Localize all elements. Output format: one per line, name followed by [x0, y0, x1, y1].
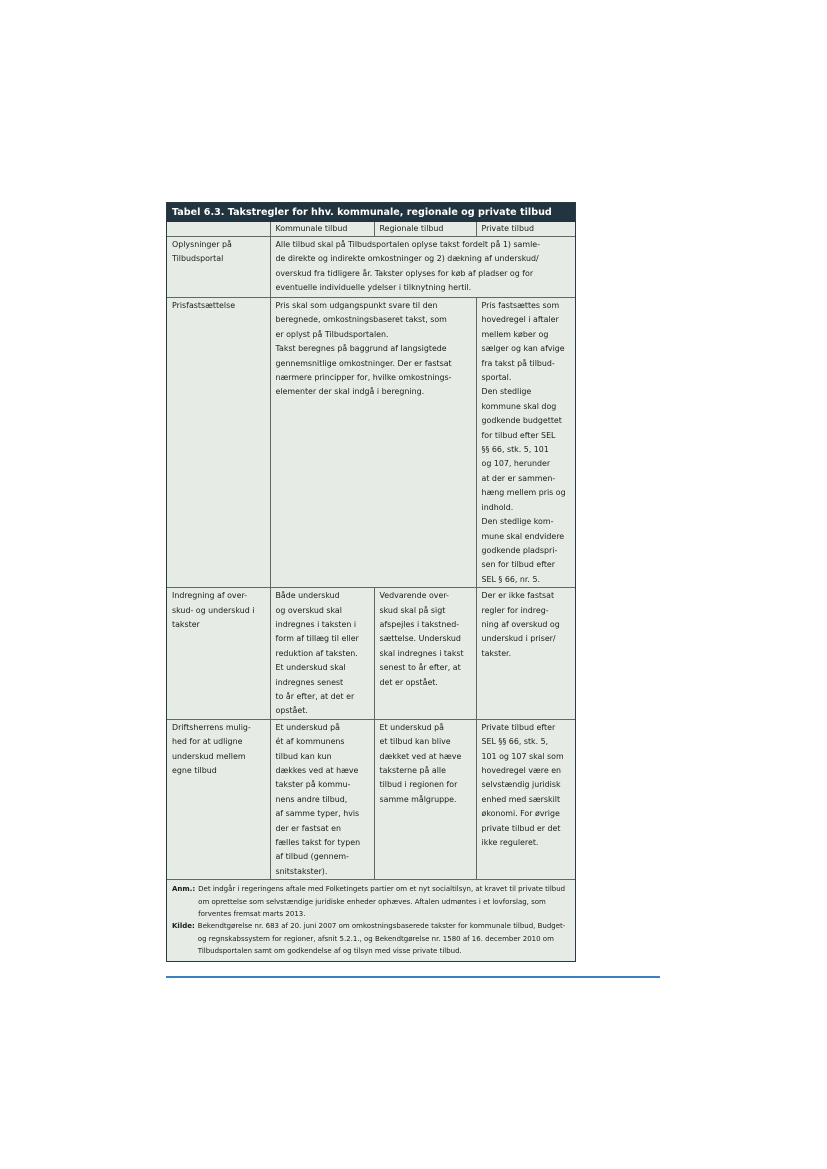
header-empty [167, 222, 270, 237]
note-anm [172, 883, 571, 920]
note-anm-key: Anm.: [172, 885, 196, 894]
table-notes [167, 880, 575, 957]
cell-indregning-private: Der er ikke fastsat regler for indreg- ning af overskud og underskud i priser/ takster. [476, 588, 575, 720]
table-title: Tabel 6.3. Takstregler for hhv. kommunale, regionale og private tilbud [167, 203, 575, 222]
cell-indregning-kommunale: Både underskud og overskud skal indregnes i taksten i form af tillæg til eller reduktion af taksten. Et underskud skal indregnes senest to år efter, at det er opstået. [270, 588, 374, 720]
cell-driftsherre-kommunale: Et underskud på ét af kommunens tilbud kan kun dækkes ved at hæve takster på kommu- nens andre tilbud, af samme typer, hvis der er fastsat en fælles takst for typen af tilbud (gennem- snitstakster). [270, 719, 374, 879]
table-row [167, 719, 575, 879]
note-kilde-text: Bekendtgørelse nr. 683 af 20. juni 2007 om omkostningsbaserede takster for kommunale tilbud, Budget- og regnskabssystem for regioner, afsnit 5.2.1., og Bekendtgørelse nr. 1580 af 16. december 2010 om Tilbudsportalen samt om godkendelse af og tilsyn med visse private tilbud. [197, 922, 566, 956]
cell-oplysninger-all: Alle tilbud skal på Tilbudsportalen oplyse takst fordelt på 1) samle- de direkte og indirekte omkostninger og 2) dækning af underskud/ overskud fra tidligere år. Takster oplyses for køb af pladser og for eventuelle individuelle ydelser i tilknytning hertil. [270, 237, 575, 298]
page-divider-rule [166, 976, 660, 978]
row-label-driftsherre: Driftsherrens mulig- hed for at udligne underskud mellem egne tilbud [167, 719, 270, 879]
header-kommunale: Kommunale tilbud [270, 222, 374, 237]
table-row [167, 588, 575, 720]
note-anm-text: Det indgår i regeringens aftale med Folketingets partier om et nyt socialtilsyn, at kravet til private tilbud om oprettelse som selvstændige juridiske enheder ophæves. Aftalen udmøntes i et lovforslag, som forventes fremsat marts 2013. [198, 885, 566, 919]
header-regionale: Regionale tilbud [374, 222, 476, 237]
cell-indregning-regionale: Vedvarende over- skud skal på sigt afspejles i takstned- sættelse. Underskud skal indregnes i takst senest to år efter, at det er opstået. [374, 588, 476, 720]
takstregler-table [167, 222, 575, 880]
cell-driftsherre-regionale: Et underskud på et tilbud kan blive dækket ved at hæve taksterne på alle tilbud i regionen for samme målgruppe. [374, 719, 476, 879]
header-private: Private tilbud [476, 222, 575, 237]
cell-prisfastsaettelse-private: Pris fastsættes som hovedregel i aftaler mellem køber og sælger og kan afvige fra takst på tilbud- sportal. Den stedlige kommune skal dog godkende budgettet for tilbud efter SEL §§ 66, stk. 5, 101 og 107, herunder at der er sammen- hæng mellem pris og indhold. Den stedlige kom- mune skal endvidere godkende pladspri- sen for tilbud efter SEL § 66, nr. 5. [476, 298, 575, 588]
note-kilde-key: Kilde: [172, 922, 195, 931]
row-label-prisfastsaettelse: Prisfastsættelse [167, 298, 270, 588]
takstregler-table-box [166, 202, 576, 962]
header-row [167, 222, 575, 237]
table-row [167, 237, 575, 298]
row-label-indregning: Indregning af over- skud- og underskud i takster [167, 588, 270, 720]
cell-prisfastsaettelse-kommunale-regionale: Pris skal som udgangspunkt svare til den beregnede, omkostningsbaseret takst, som er oplyst på Tilbudsportalen. Takst beregnes på baggrund af langsigtede gennemsnitlige omkostninger. Der er fastsat nærmere principper for, hvilke omkostnings- elementer der skal indgå i beregning. [270, 298, 476, 588]
cell-driftsherre-private: Private tilbud efter SEL §§ 66, stk. 5, 101 og 107 skal som hovedregel være en selvstændig juridisk enhed med særskilt økonomi. For øvrige private tilbud er det ikke reguleret. [476, 719, 575, 879]
row-label-oplysninger: Oplysninger på Tilbudsportal [167, 237, 270, 298]
table-row [167, 298, 575, 588]
note-kilde [172, 920, 571, 957]
